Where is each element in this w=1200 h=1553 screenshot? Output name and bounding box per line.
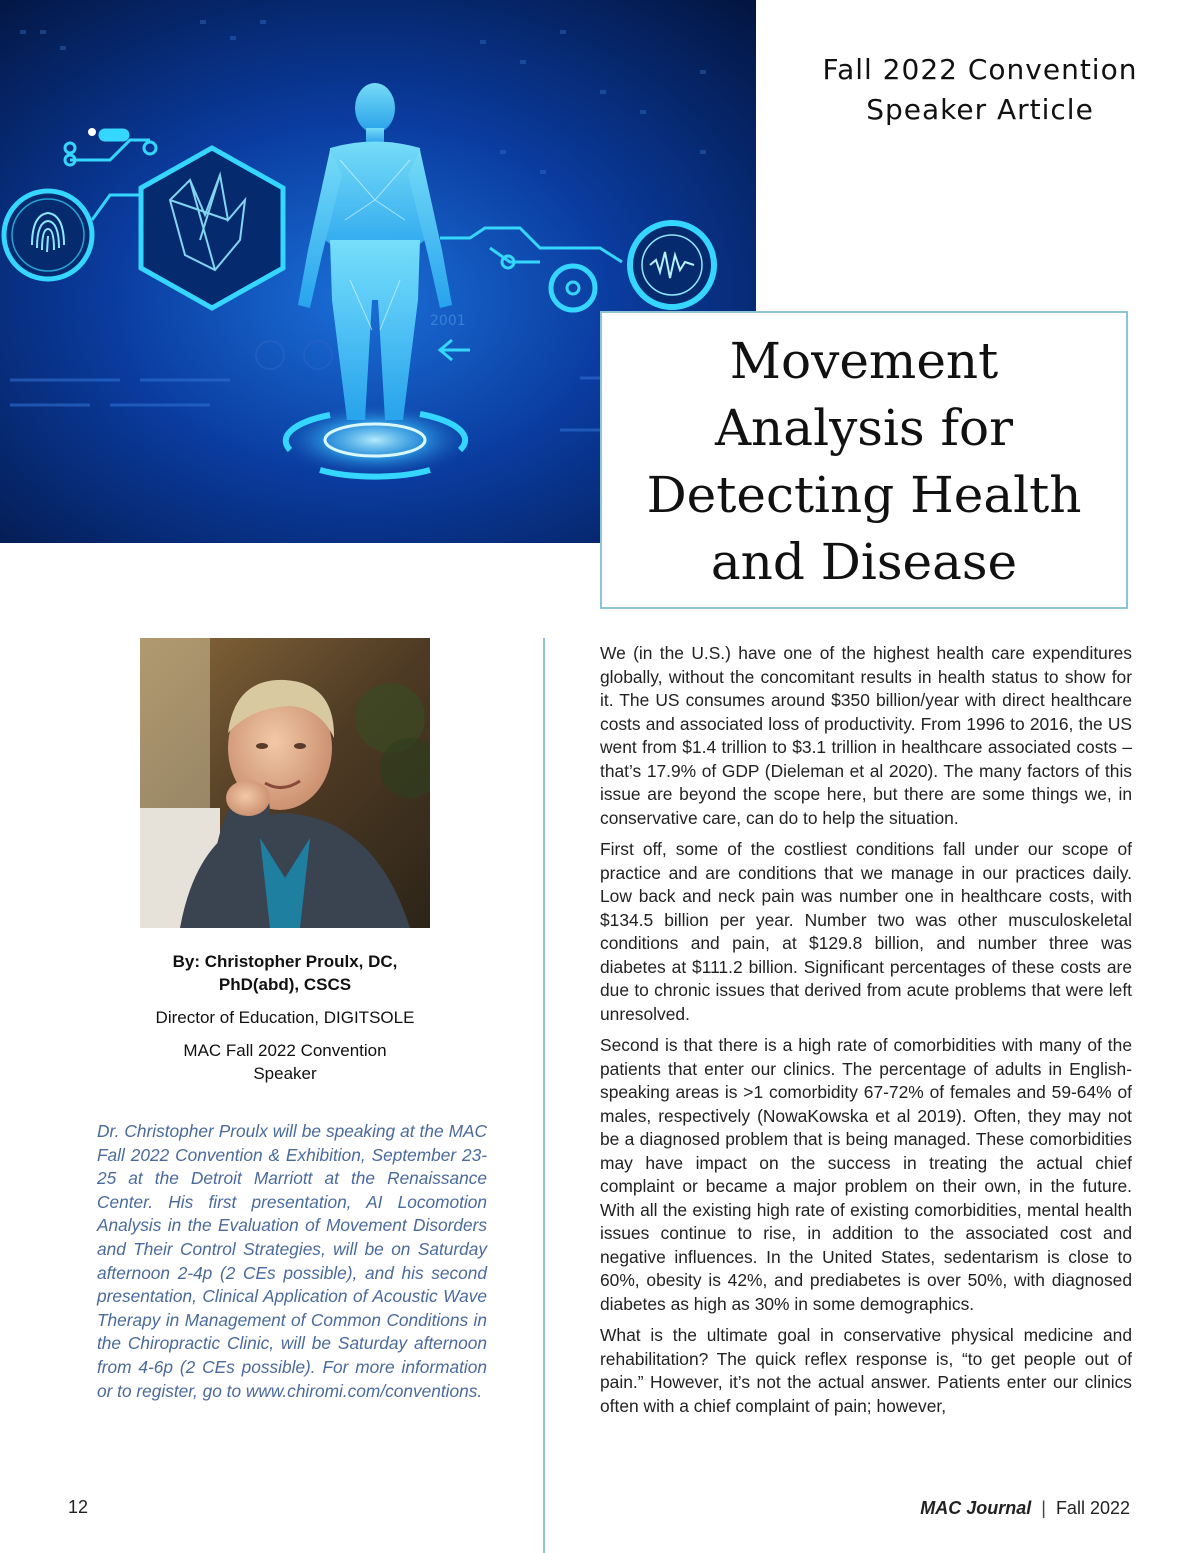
title-line-1: Movement xyxy=(729,332,999,390)
speaking-schedule-note: Dr. Christopher Proulx will be speaking at the MAC Fall 2022 Convention & Exhibition, September 23-25 at the Detroit Marriott at the Renaissance Center. His first presentation, AI Locomotion Analysis in the Evaluation of Movement Disorders and Their Control Strategies, will be on Saturday afternoon 2-4p (2 CEs possible), and his second presentation, Clinical Application of Acoustic Wave Therapy in Management of Common Conditions in the Chiropractic Clinic, will be Saturday afternoon from 4-6p (2 CEs possible). For more information or to register, go to www.chiromi.com/conventions. xyxy=(97,1121,487,1401)
kicker-line-1: Fall 2022 Convention xyxy=(822,53,1138,86)
waveform-icon xyxy=(630,223,714,307)
fingerprint-icon xyxy=(4,191,92,279)
author-role: Director of Education, DIGITSOLE xyxy=(155,1008,415,1027)
author-name-line-2: PhD(abd), CSCS xyxy=(218,975,352,994)
body-paragraph: We (in the U.S.) have one of the highest health care expenditures globally, without the concomitant results in health status to show for it. The US consumes around $350 billion/year with direct healthcare costs and associated loss of productivity. From 1996 to 2016, the US went from $1.4 trillion to $3.1 trillion in healthcare associated costs – that’s 17.9% of GDP (Dieleman et al 2020). The many factors of this issue are beyond the scope here, but there are some things we, in conservative care, can do to help the situation. xyxy=(600,643,1132,828)
journal-footer xyxy=(920,1498,1130,1519)
author-name xyxy=(120,950,450,996)
article-title-box xyxy=(600,311,1128,609)
speaker-line-2: Speaker xyxy=(253,1064,317,1083)
journal-issue: Fall 2022 xyxy=(1055,1498,1130,1518)
article-title xyxy=(647,324,1082,596)
body-paragraph: First off, some of the costliest conditions fall under our scope of practice and are conditions that we manage in our practices daily. Low back and neck pain was number one in healthcare costs, with $134.5 billion per year. Number two was other musculoskeletal conditions and pain, at $129.8 billion, and number three was diabetes at $111.2 billion. Significant percentages of these costs are due to chronic issues that derived from acute problems that were left unresolved. xyxy=(600,839,1132,1024)
author-byline xyxy=(120,950,450,1085)
author-photo xyxy=(140,638,430,928)
page-number: 12 xyxy=(68,1497,89,1517)
speaker-line-1: MAC Fall 2022 Convention xyxy=(183,1041,387,1060)
title-line-2: Analysis for xyxy=(714,399,1014,457)
author-name-line-1: By: Christopher Proulx, DC, xyxy=(172,952,398,971)
footer-separator: | xyxy=(1041,1498,1046,1518)
column-divider xyxy=(543,638,545,1553)
hero-year-mark: 2001 xyxy=(430,313,466,329)
article-body xyxy=(600,642,1132,1426)
title-line-4: and Disease xyxy=(710,533,1018,591)
author-speaker-note xyxy=(120,1039,450,1085)
journal-name: MAC Journal xyxy=(920,1498,1032,1518)
body-paragraph: What is the ultimate goal in conservative physical medicine and rehabilitation? The quick reflex response is, “to get people out of pain.” However, it’s not the actual answer. Patients enter our clinics often with a chief complaint of pain; however, xyxy=(600,1325,1132,1416)
title-line-3: Detecting Health xyxy=(646,466,1082,524)
body-paragraph: Second is that there is a high rate of comorbidities with many of the patients that enter our clinics. The percentage of adults in English-speaking areas is >1 comorbidity 67-72% of females and 59-64% of males, respectively (NowaKowska et al 2019). Often, they may not be a diagnosed problem that is being managed. These comorbidities may have impact on the success in treating the actual chief complaint or became a major problem on their own, in the future. With all the existing high rate of existing comorbidities, mental health issues continue to rise, in addition to the associated cost and negative influences. In the United States, sedentarism is close to 60%, obesity is 42%, and prediabetes is over 50%, with diagnosed diabetes as high as 30% in some demographics. xyxy=(600,1035,1132,1314)
kicker-line-2: Speaker Article xyxy=(866,93,1094,126)
convention-kicker xyxy=(780,50,1180,130)
